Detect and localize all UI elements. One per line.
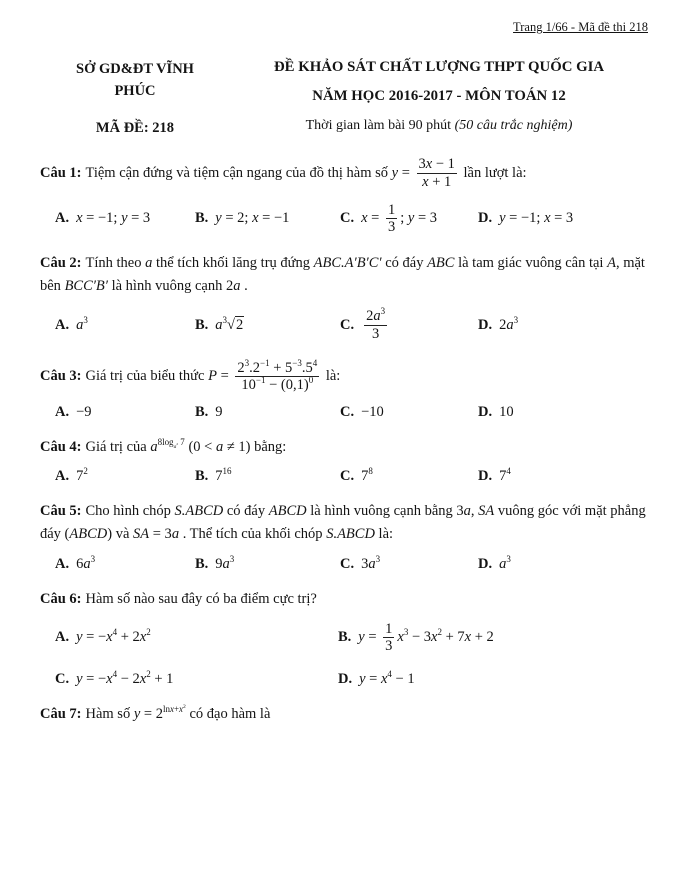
option-body: $7^{16}$ <box>215 466 232 485</box>
option-body: $7^8$ <box>361 466 373 485</box>
option-body: $a^3$ <box>499 553 511 572</box>
exam-duration <box>230 118 648 134</box>
option-body: $a^3$ <box>76 315 88 333</box>
option-label: A. <box>55 404 70 420</box>
question-6-stem <box>40 588 648 611</box>
question-4-option-a <box>55 468 195 485</box>
exam-title-line2: NĂM HỌC 2016-2017 - MÔN TOÁN 12 <box>312 88 566 104</box>
option-body: −9 <box>76 404 92 420</box>
question-1-option-c <box>340 201 478 237</box>
exam-header <box>40 59 648 139</box>
option-body: $9a^3$ <box>215 553 235 572</box>
option-body: x = $\frac{1}{3}$ ; y = 3 <box>361 201 438 236</box>
option-body: $\frac{2a^3}{3}$ <box>366 306 386 342</box>
page-number-label <box>40 20 648 35</box>
exam-title-line1: ĐỀ KHẢO SÁT CHẤT LƯỢNG THPT QUỐC GIA <box>273 59 605 75</box>
option-body: −10 <box>361 404 384 420</box>
option-body: $7^4$ <box>499 466 511 485</box>
question-3-option-c <box>340 404 478 421</box>
question-4-option-d <box>478 468 648 485</box>
question-4-text: Giá trị của $a^{8log_{a^2} 7}$ (0 < a ≠ 1) bằng: <box>85 437 287 455</box>
option-label: C. <box>55 671 70 688</box>
question-7-label: Câu 7: <box>40 706 82 723</box>
option-label: A. <box>55 629 70 646</box>
question-1 <box>40 155 648 237</box>
option-label: B. <box>338 629 352 646</box>
option-body: 10 <box>499 404 514 420</box>
question-5-option-d <box>478 553 648 573</box>
question-1-options <box>55 201 648 237</box>
question-2-option-a <box>55 317 195 334</box>
duration-note: (50 câu trắc nghiệm) <box>454 118 573 133</box>
question-3-option-a <box>55 404 195 421</box>
option-label: A. <box>55 468 70 485</box>
question-2-label: Câu 2: <box>40 254 82 271</box>
question-1-option-a <box>55 210 195 227</box>
option-label: C. <box>340 468 355 485</box>
option-body: y = $\frac{1}{3}$ $x^3 - 3x^2 + 7x + 2$ <box>358 620 494 655</box>
option-body: $y = -x^4 + 2x^2$ <box>76 627 151 646</box>
question-3-option-b <box>195 404 340 421</box>
option-label: D. <box>478 468 493 485</box>
question-4-options <box>55 468 648 485</box>
question-6-option-d <box>338 671 648 688</box>
duration-text: Thời gian làm bài 90 phút <box>305 118 455 133</box>
question-3-option-d <box>478 404 648 421</box>
option-body: $a^3√2$ <box>215 315 244 333</box>
question-2-option-d <box>478 317 648 334</box>
option-body: $3a^3$ <box>361 553 381 572</box>
question-3 <box>40 359 648 421</box>
option-label: D. <box>478 210 493 227</box>
question-4-stem <box>40 436 648 459</box>
option-body: y = −1; x = 3 <box>499 210 574 227</box>
page-number-text: Trang 1/66 - Mã đề thi 218 <box>513 20 648 34</box>
question-1-option-b <box>195 210 340 227</box>
question-1-option-d <box>478 210 648 227</box>
option-label: A. <box>55 210 70 227</box>
option-label: B. <box>195 210 209 227</box>
option-label: B. <box>195 555 209 572</box>
option-label: B. <box>195 404 209 420</box>
option-label: D. <box>478 555 493 572</box>
question-6-option-a <box>55 629 338 646</box>
question-4-option-c <box>340 468 478 485</box>
question-5-option-b <box>195 553 340 573</box>
question-6 <box>40 588 648 689</box>
option-label: D. <box>478 316 493 333</box>
option-label: B. <box>195 316 209 333</box>
option-body: $2a^3$ <box>499 315 519 333</box>
question-3-text: Giá trị của biểu thức P = $\frac{2^3.2^{-1} + 5^{-3}.5^4}{10^{-1} - (0,1)^0}$ là: <box>85 357 341 394</box>
org-name-line1: SỞ GD&ĐT VĨNH <box>76 61 194 77</box>
question-7-stem <box>40 703 648 726</box>
question-5-stem <box>40 500 648 546</box>
question-3-label: Câu 3: <box>40 368 82 385</box>
question-2-stem <box>40 252 648 298</box>
option-label: C. <box>340 316 355 333</box>
option-label: B. <box>195 468 209 485</box>
question-2-text: Tính theo a thể tích khối lăng trụ đứng ABC.A′B′C′ có đáy ABC là tam giác vuông cân tại A, mặt bên BCC′B′ là hình vuông cạnh 2a . <box>40 254 645 295</box>
question-5-option-c <box>340 553 478 573</box>
question-1-text: Tiệm cận đứng và tiệm cận ngang của đồ thị hàm số y = $\frac{3x - 1}{x + 1}$ lần lượt là: <box>85 156 527 190</box>
question-4-label: Câu 4: <box>40 439 82 455</box>
question-6-text: Hàm số nào sau đây có ba điểm cực trị? <box>85 590 317 607</box>
option-label: A. <box>55 555 70 572</box>
option-body: $6a^3$ <box>76 553 96 572</box>
option-body: y = 2; x = −1 <box>215 210 290 227</box>
option-body: 9 <box>215 404 223 420</box>
question-3-stem <box>40 359 648 395</box>
org-name-line2: PHÚC <box>114 82 156 99</box>
question-5 <box>40 500 648 572</box>
exam-code: MÃ ĐỀ: 218 <box>95 119 175 136</box>
question-6-options <box>55 620 648 688</box>
question-5-option-a <box>55 553 195 573</box>
question-6-option-b <box>338 620 648 656</box>
question-2-options <box>55 307 648 343</box>
question-2-option-c <box>340 307 478 343</box>
option-label: D. <box>478 404 493 420</box>
question-6-option-c <box>55 671 338 688</box>
question-5-text: Cho hình chóp S.ABCD có đáy ABCD là hình vuông cạnh bằng 3a, SA vuông góc với mặt phẳng đáy (ABCD) và SA = 3a . Thể tích của khối chóp S.ABCD là: <box>40 503 646 543</box>
option-label: C. <box>340 210 355 227</box>
option-label: C. <box>340 404 355 420</box>
question-4 <box>40 436 648 485</box>
question-6-label: Câu 6: <box>40 590 82 607</box>
header-right-block <box>230 59 648 139</box>
option-body: x = −1; y = 3 <box>76 210 151 227</box>
question-7 <box>40 703 648 726</box>
question-1-label: Câu 1: <box>40 164 82 181</box>
option-body: $7^2$ <box>76 466 88 485</box>
question-2-option-b <box>195 317 340 334</box>
question-5-label: Câu 5: <box>40 503 82 520</box>
option-body: $y = x^4 - 1$ <box>359 669 415 688</box>
option-label: D. <box>338 671 353 688</box>
question-3-options <box>55 404 648 421</box>
question-2 <box>40 252 648 344</box>
option-label: C. <box>340 555 355 572</box>
question-5-options <box>55 553 648 573</box>
question-7-text: Hàm số $y = 2^{lnx+x^2}$ có đạo hàm là <box>85 704 271 723</box>
header-left-block <box>40 59 230 139</box>
option-body: $y = -x^4 - 2x^2 + 1$ <box>76 669 174 688</box>
question-4-option-b <box>195 468 340 485</box>
option-label: A. <box>55 316 70 333</box>
question-1-stem <box>40 155 648 191</box>
